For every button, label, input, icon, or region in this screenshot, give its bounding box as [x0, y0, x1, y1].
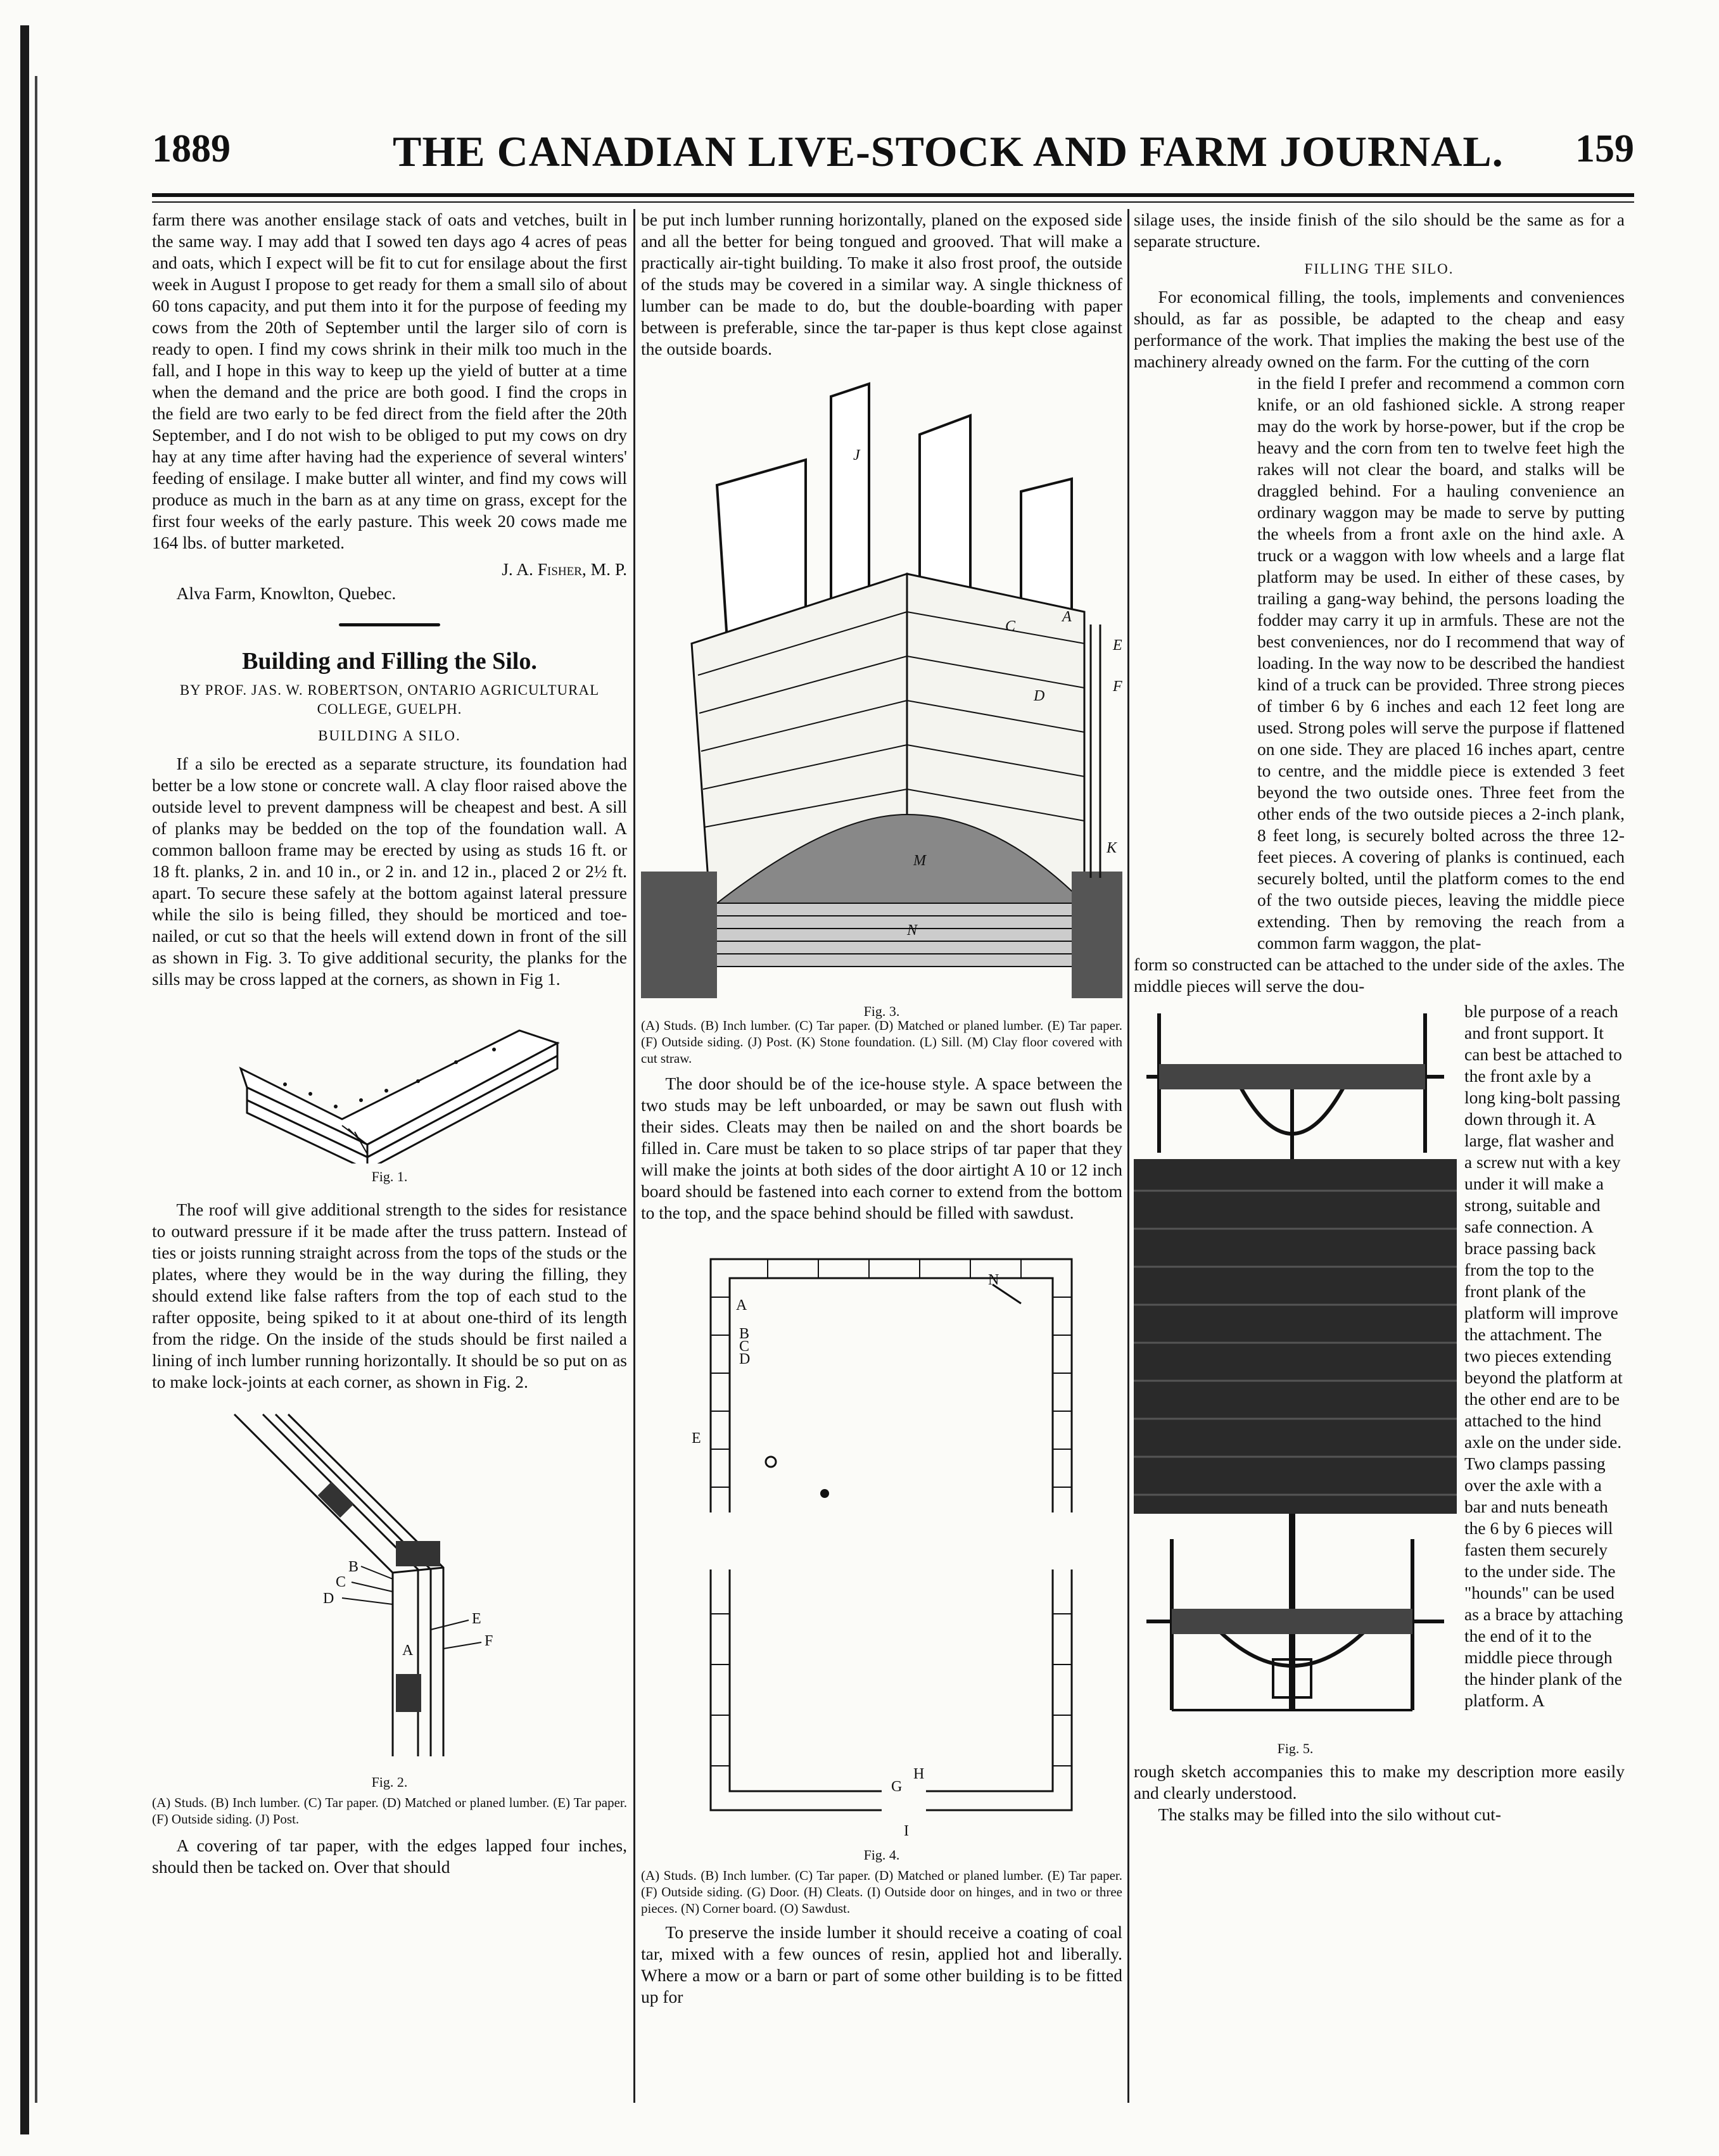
column-rule-1: [633, 209, 635, 2103]
paragraph-narrow: in the field I prefer and recommend a common corn knife, or an old fashioned sickle. A strong reaper may do the work by horse-power, but if the crop be heavy and the corn from ten to twelve feet high the rakes will not clear the board, and stalks will be draggled behind. For a hauling convenience an ordinary waggon may be made to serve by putting the wheels from a front axle on the hind axle. A truck or a waggon with low wheels and a large flat platform may be used. In either of these cases, by trailing a gang-way behind, the persons loading the fodder may carry it up in armfuls. These are not the best conveniences, nor do I recommend that way of loading. In the way now to be described the handiest kind of a truck can be provided. Three strong pieces of timber 6 by 6 inches and each 12 feet long are used. Strong poles will serve the purpose if flattened on one side. They are placed 16 inches apart, centre to centre, and the middle piece is extended 3 feet beyond the two outside ones. Three feet from the other ends of the two outside pieces a 2-inch plank, 8 feet long, is securely bolted across the three 12-feet pieces. A covering of planks is continued, each securely bolted, until the platform comes to the end of the two outside pieces, leaving the middle piece extending. Then by removing the reach from a common farm waggon, the plat-: [1257, 373, 1625, 953]
article-title: Building and Filling the Silo.: [242, 648, 537, 675]
paragraph: The stalks may be filled into the silo without cut-: [1158, 1804, 1502, 1824]
column-1: [152, 209, 627, 1878]
fig2-stud-lower: [396, 1674, 421, 1712]
fig4-caption: (A) Studs. (B) Inch lumber. (C) Tar paper. (D) Matched or planed lumber. (E) Tar paper. (F) Outside siding. (G) Door. (H) Cleats. (I) Outside door on hinges, and in two or three pieces. (N) Corner board. (O) Sawdust.: [641, 1868, 1122, 1916]
fig2-letter-e: E: [472, 1611, 481, 1627]
fig3-silo-wall-section: [641, 371, 1122, 998]
fig4-letter-b: B: [739, 1326, 750, 1342]
fig3-letter-d: D: [1034, 688, 1045, 704]
fig1-sill-corner-illustration: [152, 999, 627, 1164]
header-year: 1889: [152, 127, 231, 170]
fig5-truck-platform: [1134, 1001, 1457, 1735]
fig3-clay-floor: [666, 903, 1110, 967]
header-rule-thin: [152, 201, 1634, 203]
binding-edge: [20, 25, 29, 2134]
column-2: [641, 209, 1122, 2008]
paragraph: silage uses, the inside finish of the silo should be the same as for a separate structure.: [1134, 210, 1625, 251]
fig3-letter-f: F: [1113, 678, 1122, 695]
fig3-letter-e: E: [1113, 637, 1122, 654]
fig4-letter-a: A: [736, 1297, 747, 1314]
fig4-label: Fig. 4.: [863, 1847, 900, 1863]
figure-3: [641, 371, 1122, 1017]
fig5-label: Fig. 5.: [1277, 1741, 1314, 1756]
fig2-letter-d: D: [323, 1590, 334, 1607]
letter-paragraph: farm there was another ensilage stack of oats and vetches, built in the same way. I may add that I sowed ten days ago 4 acres of peas and oats, which I expect will be fit to cut for ensilage about the first week in August I propose to get ready for them a small silo of about 60 tons capacity, and put them into it for the purpose of feeding my cows from the 20th of September until the larger silo of corn is ready to open. I find my cows shrink in their milk too much in the fall, and I hope in this way to keep up the yield of butter at a time when the demand and the price are both good. I find the crops in the field are two early to be fed direct from the field after the 20th September, and I do not wish to be obliged to put my cows on dry hay at any time after having had the experience of several winters' feeding of ensilage. I make butter all winter, and find my cows will produce as much in the barn as at any time on grass, except for the first four weeks of the early pasture. This week 20 cows made me 164 lbs. of butter marketed.: [152, 210, 627, 552]
fig4-letter-h: H: [913, 1766, 925, 1782]
fig3-letter-k: K: [1107, 840, 1117, 856]
fig2-lock-joint-diagram: [152, 1402, 627, 1769]
fig3-stone-foundation-right: [1072, 872, 1122, 998]
fig5-hind-axle: [1172, 1609, 1412, 1634]
column-3: [1134, 209, 1625, 1825]
fig3-letter-m: M: [913, 853, 926, 869]
section-heading-filling: FILLING THE SILO.: [1304, 261, 1454, 277]
fig3-letter-j: J: [853, 447, 860, 464]
paragraph: form so constructed can be attached to the under side of the axles. The middle pieces will serve the dou-: [1134, 954, 1625, 996]
fig3-caption: (A) Studs. (B) Inch lumber. (C) Tar paper. (D) Matched or planed lumber. (E) Tar paper. (F) Outside siding. (J) Post. (K) Stone foundation. (L) Sill. (M) Clay floor covered with cut straw.: [641, 1018, 1122, 1066]
column-rule-2: [1127, 209, 1129, 2103]
figure-4: [641, 1234, 1122, 1867]
fig3-letter-c: C: [1005, 618, 1016, 635]
fig3-letter-n: N: [907, 922, 918, 939]
paragraph: A covering of tar paper, with the edges lapped four inches, should then be tacked on. Over that should: [152, 1836, 627, 1877]
article-byline: BY PROF. JAS. W. ROBERTSON, ONTARIO AGRICULTURAL COLLEGE, GUELPH.: [179, 682, 600, 717]
fig2-letter-b: B: [348, 1559, 359, 1575]
fig2-caption: (A) Studs. (B) Inch lumber. (C) Tar paper. (D) Matched or planed lumber. (E) Tar paper. (F) Outside siding. (J) Post.: [152, 1795, 627, 1827]
paragraph: rough sketch accompanies this to make my description more easily and clearly understood.: [1134, 1761, 1625, 1803]
figure-1: [152, 999, 627, 1189]
paragraph-beside-figure: ble purpose of a reach and front support. It can best be attached to the front axle by a long king-bolt passing down through it. A large, flat washer and a screw nut with a key under it will make a strong, suitable and safe connection. A brace passing back from the top to the front plank of the platform will improve the attachment. The two pieces extending beyond the platform at the other end are to be attached to the hind axle on the under side. Two clamps passing over the axle with a bar and nuts beneath the 6 by 6 pieces will fasten them securely to the under side. The "hounds" can be used as a brace by attaching the end of it to the middle piece through the hinder plank of the platform. A: [1464, 1001, 1623, 1710]
paragraph: To preserve the inside lumber it should receive a coating of coal tar, mixed with a few ounces of resin, applied hot and liberally. Where a mow or a barn or part of some other building is to be fitted up for: [641, 1922, 1122, 2007]
letter-signature: J. A. Fisher, M. P.: [502, 559, 627, 579]
fig3-letter-a: A: [1062, 609, 1072, 625]
page-header: [152, 127, 1634, 196]
binding-shadow: [35, 76, 37, 2103]
header-rule: [152, 193, 1634, 197]
article-separator: [339, 623, 440, 626]
fig4-letter-g: G: [891, 1779, 903, 1795]
fig4-letter-i: I: [904, 1823, 909, 1839]
fig2-corner-stud: [396, 1541, 440, 1566]
fig2-label: Fig. 2.: [371, 1774, 408, 1790]
section-heading-building: BUILDING A SILO.: [318, 728, 461, 744]
figure-2: [152, 1402, 627, 1794]
fig2-letter-f: F: [485, 1633, 493, 1649]
fig5-platform: [1134, 1159, 1457, 1514]
fig4-letter-c: C: [739, 1338, 750, 1355]
fig3-stone-foundation-left: [641, 872, 717, 998]
figure-5: [1134, 1001, 1457, 1761]
figure-5-row: [1134, 1001, 1625, 1761]
fig4-silo-floor-plan: [641, 1234, 1122, 1842]
fig3-label: Fig. 3.: [863, 1003, 900, 1019]
fig2-letter-a: A: [402, 1642, 414, 1659]
paragraph: The roof will give additional strength to the sides for resistance to outward pressure if it be made after the truss pattern. Instead of ties or joists running straight across from the tops of the studs or the plates, where they would be in the way during the filling, they should extend like false rafters from the top of each stud to the rafter opposite, being spiked to it at about one-third of its length from the ridge. On the inside of the studs should be first nailed a lining of inch lumber running horizontally. It should be so put on as to make lock-joints at each corner, as shown in Fig. 2.: [152, 1200, 627, 1392]
fig1-label: Fig. 1.: [371, 1169, 408, 1184]
fig4-letter-e: E: [692, 1430, 701, 1447]
paragraph: For economical filling, the tools, implements and conveniences should, as far as possible, be adapted to the cheap and easy performance of the work. That implies the making the best use of the machinery already owned on the farm. For the cutting of the corn: [1134, 287, 1625, 371]
paragraph: If a silo be erected as a separate structure, its foundation had better be a low stone or concrete wall. A clay floor raised above the outside level to prevent dampness will be cheapest and best. A sill of planks may be bedded on the top of the foundation wall. A common balloon frame may be erected by using as studs 16 ft. or 18 ft. planks, 2 in. and 10 in., or 2 in. and 12 in., placed 2 or 2½ ft. apart. To secure these safely at the bottom against lateral pressure while the silo is being filled, they should be morticed and toe-nailed, or cut so that the heels will extend down in front of the sill as shown in Fig. 3. To give additional security, the planks for the sills may be cross lapped at the corners, as shown in Fig 1.: [152, 754, 627, 989]
fig4-letter-n: N: [988, 1272, 999, 1288]
journal-title: THE CANADIAN LIVE-STOCK AND FARM JOURNAL.: [393, 127, 1504, 175]
fig4-letter-d: D: [739, 1351, 751, 1367]
page-number: 159: [1575, 127, 1634, 170]
fig5-front-axle: [1159, 1064, 1425, 1089]
paragraph: be put inch lumber running horizontally, planed on the exposed side and all the better for being tongued and grooved. That will make a practically air-tight building. To make it also frost proof, the outside of the studs may be covered in a similar way. A single thickness of lumber can be made to do, but the double-boarding with paper between is preferable, since the tar-paper is thus kept close against the outside boards.: [641, 210, 1122, 358]
paragraph: The door should be of the ice-house style. A space between the two studs may be left unboarded, or may be sawn out flush with their sides. Cleats may then be nailed on and the short boards be filled in. Care must be taken to so place strips of tar paper that they will make the joints at both sides of the door airtight A 10 or 12 inch board should be fastened into each corner to extend from the bottom to the top, and the space behind should be filled with sawdust.: [641, 1074, 1122, 1222]
fig2-letter-c: C: [336, 1574, 346, 1590]
letter-place: Alva Farm, Knowlton, Quebec.: [176, 583, 396, 603]
